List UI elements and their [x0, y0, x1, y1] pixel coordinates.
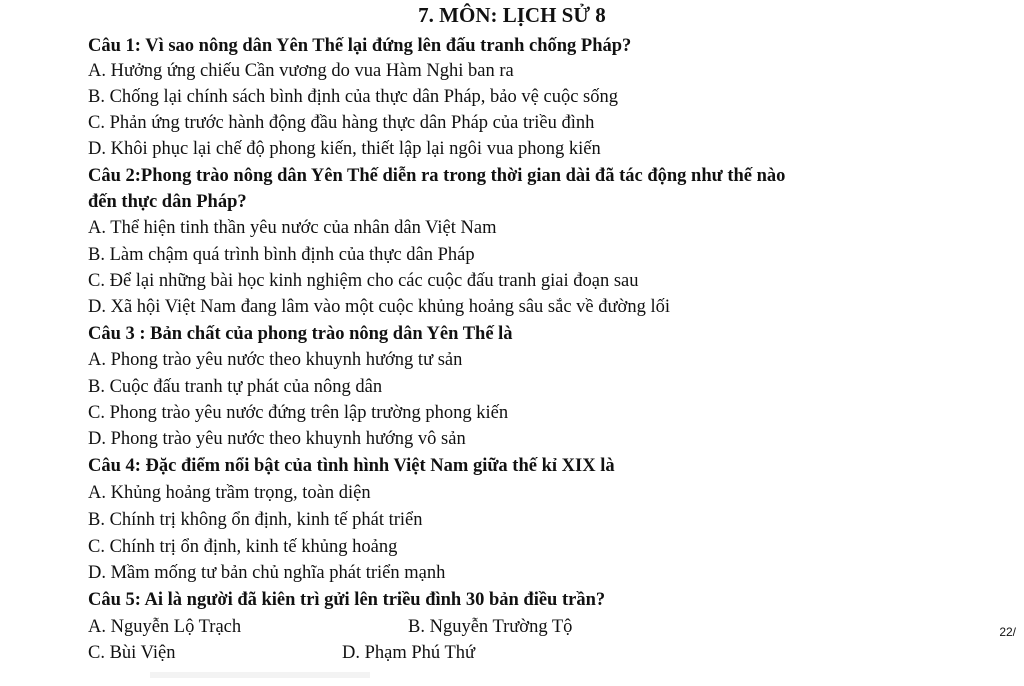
question-1: Câu 1: Vì sao nông dân Yên Thế lại đứng lên đấu tranh chống Pháp?	[88, 36, 632, 56]
q3-option-c: C. Phong trào yêu nước đứng trên lập trường phong kiến	[88, 403, 509, 423]
question-3: Câu 3 : Bản chất của phong trào nông dân Yên Thế là	[88, 324, 513, 344]
question-2-line-1: Câu 2:Phong trào nông dân Yên Thế diễn ra trong thời gian dài đã tác động như thế nào	[88, 166, 786, 186]
q3-option-d: D. Phong trào yêu nước theo khuynh hướng vô sản	[88, 429, 466, 449]
q1-option-c: C. Phản ứng trước hành động đầu hàng thực dân Pháp của triều đình	[88, 113, 595, 133]
q2-option-a: A. Thể hiện tinh thần yêu nước của nhân dân Việt Nam	[88, 218, 497, 238]
q2-option-c: C. Để lại những bài học kinh nghiệm cho các cuộc đấu tranh giai đoạn sau	[88, 271, 639, 291]
page-number: 22/	[999, 625, 1016, 639]
q4-option-a: A. Khủng hoảng trầm trọng, toàn diện	[88, 483, 371, 503]
q4-option-b: B. Chính trị không ổn định, kinh tế phát triển	[88, 510, 423, 530]
q1-option-a: A. Hưởng ứng chiếu Cần vương do vua Hàm Nghi ban ra	[88, 61, 514, 81]
q2-option-d: D. Xã hội Việt Nam đang lâm vào một cuộc khủng hoảng sâu sắc về đường lối	[88, 297, 670, 317]
q5-option-b: B. Nguyễn Trường Tộ	[408, 617, 573, 637]
q3-option-b: B. Cuộc đấu tranh tự phát của nông dân	[88, 377, 383, 397]
document-title: 7. MÔN: LỊCH SỬ 8	[418, 3, 606, 27]
q4-option-d: D. Mầm mống tư bản chủ nghĩa phát triển mạnh	[88, 563, 446, 583]
q1-option-b: B. Chống lại chính sách bình định của thực dân Pháp, bảo vệ cuộc sống	[88, 87, 618, 107]
question-5: Câu 5: Ai là người đã kiên trì gửi lên triều đình 30 bản điều trần?	[88, 590, 606, 610]
scan-artifact	[150, 672, 370, 678]
question-4: Câu 4: Đặc điểm nổi bật của tình hình Việt Nam giữa thế kỉ XIX là	[88, 456, 615, 476]
question-2-line-2: đến thực dân Pháp?	[88, 192, 247, 212]
q4-option-c: C. Chính trị ổn định, kinh tế khủng hoảng	[88, 537, 398, 557]
q3-option-a: A. Phong trào yêu nước theo khuynh hướng tư sản	[88, 350, 463, 370]
q1-option-d: D. Khôi phục lại chế độ phong kiến, thiết lập lại ngôi vua phong kiến	[88, 139, 601, 159]
q5-option-d: D. Phạm Phú Thứ	[342, 643, 476, 663]
q5-option-a: A. Nguyễn Lộ Trạch	[88, 617, 242, 637]
q2-option-b: B. Làm chậm quá trình bình định của thực dân Pháp	[88, 245, 475, 265]
q5-option-c: C. Bùi Viện	[88, 643, 176, 663]
